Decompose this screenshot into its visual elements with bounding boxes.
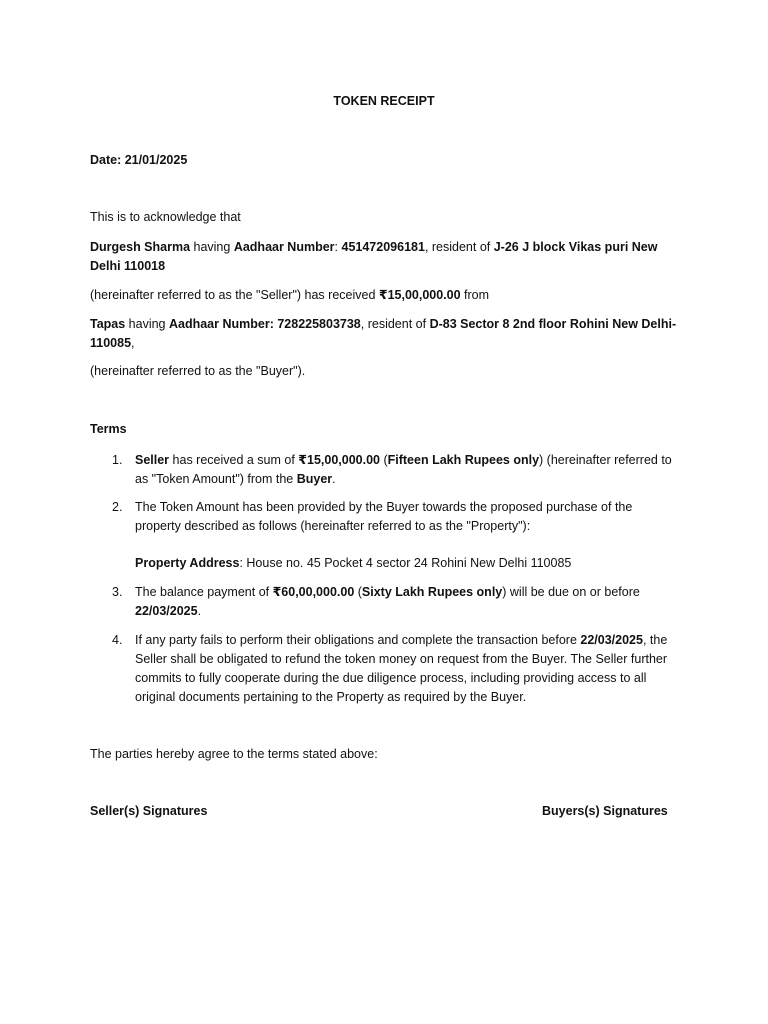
term-2-number: 2.: [112, 500, 123, 514]
document-title: TOKEN RECEIPT: [333, 94, 435, 108]
term-1-c: ) (hereinafter referred to as "Token Amount") from the: [135, 453, 672, 486]
seller-resident: , resident of: [424, 240, 494, 254]
term-4-text: [135, 631, 680, 707]
buyer-resident: , resident of: [360, 317, 430, 331]
seller-colon: :: [334, 240, 342, 254]
term-1-text: [135, 451, 680, 489]
term-1-d: .: [332, 472, 336, 486]
intro-text: This is to acknowledge that: [90, 210, 241, 224]
term-3-a: The balance payment of: [135, 585, 273, 599]
property-address-value: : House no. 45 Pocket 4 sector 24 Rohini New Delhi 110085: [239, 556, 572, 570]
term-4-b: , the Seller shall be obligated to refund the token money on request from the Buyer. The Seller further commits to fully cooperate during the due diligence process, including providing access to all original documents pertaining to the Property as required by the Buyer.: [135, 633, 668, 704]
term-3-c: ) will be due on or before: [502, 585, 640, 599]
seller-ref-text: (hereinafter referred to as the "Seller") has received: [90, 288, 379, 302]
term-1-buyer: Buyer: [296, 472, 333, 486]
buyer-address: D-83 Sector 8 2nd floor Rohini New Delhi-110085: [90, 317, 677, 350]
term-4-number: 4.: [112, 633, 123, 647]
term-3-words: Sixty Lakh Rupees only: [361, 585, 503, 599]
term-4-a: If any party fails to perform their obligations and complete the transaction before: [135, 633, 581, 647]
term-1-amount: ₹15,00,000.00: [298, 453, 380, 467]
buyer-reference: (hereinafter referred to as the "Buyer").: [90, 364, 306, 378]
buyer-signature-label: Buyers(s) Signatures: [542, 804, 668, 818]
term-3-d: .: [197, 604, 202, 618]
seller-signature-label: Seller(s) Signatures: [90, 804, 208, 818]
receipt-date: Date: 21/01/2025: [90, 153, 188, 167]
buyer-aadhaar: Aadhaar Number: 728225803738: [168, 317, 361, 331]
agreement-statement: The parties hereby agree to the terms stated above:: [90, 747, 378, 761]
term-1-words: Fifteen Lakh Rupees only: [387, 453, 540, 467]
term-1-b: (: [379, 453, 388, 467]
term-3-date: 22/03/2025: [135, 604, 198, 618]
property-address-label: Property Address: [135, 556, 240, 570]
term-3-number: 3.: [112, 585, 123, 599]
buyer-details: [90, 315, 680, 353]
token-amount: ₹15,00,000.00: [378, 288, 461, 302]
seller-details: [90, 238, 680, 276]
buyer-name: Tapas: [90, 317, 126, 331]
seller-address: J-26 J block Vikas puri New Delhi 110018: [90, 240, 658, 273]
term-4-date: 22/03/2025: [580, 633, 643, 647]
term-3-text: [135, 583, 680, 621]
seller-name: Durgesh Sharma: [90, 240, 191, 254]
seller-aadhaar-label: Aadhaar Number: [233, 240, 335, 254]
seller-aadhaar-number: 451472096181: [341, 240, 425, 254]
term-1-a: has received a sum of: [169, 453, 299, 467]
term-3-amount: ₹60,00,000.00: [272, 585, 355, 599]
term-2-text: The Token Amount has been provided by the Buyer towards the proposed purchase of the property described as follows (hereinafter referred to as the "Property"):: [135, 500, 633, 533]
term-1-number: 1.: [112, 453, 123, 467]
buyer-comma: ,: [131, 336, 135, 350]
property-address: [135, 554, 680, 573]
term-1-seller: Seller: [135, 453, 170, 467]
buyer-having: having: [125, 317, 169, 331]
seller-reference: [90, 286, 680, 305]
seller-ref-suffix: from: [460, 288, 490, 302]
terms-heading: Terms: [90, 422, 127, 436]
seller-having: having: [190, 240, 234, 254]
term-3-b: (: [354, 585, 362, 599]
